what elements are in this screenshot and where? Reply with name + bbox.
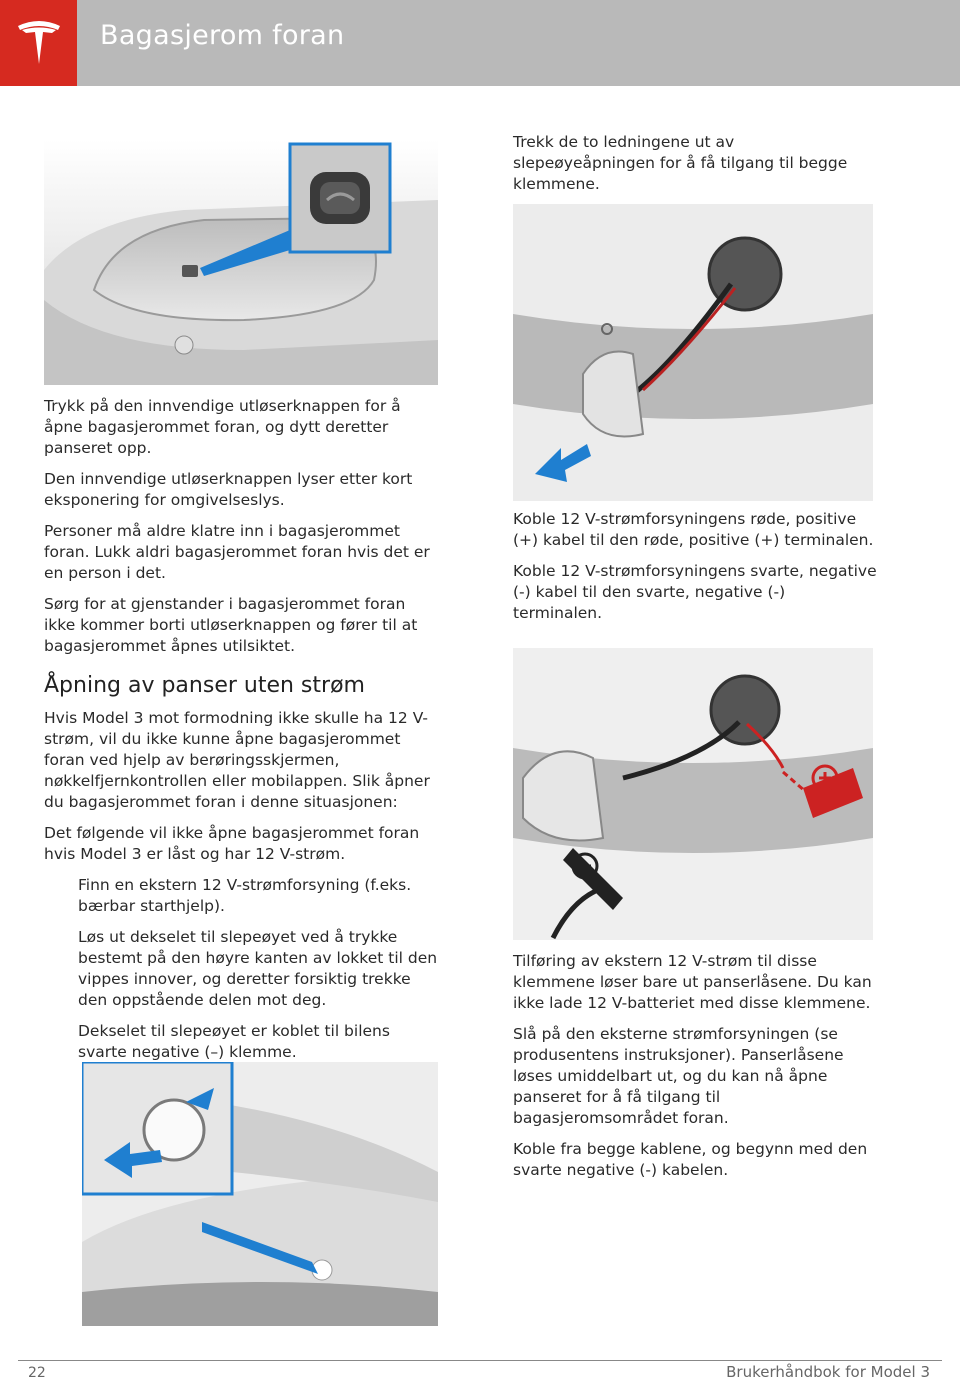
tow-eye-cover-figure xyxy=(82,1062,438,1326)
paragraph: Det følgende vil ikke åpne bagasjerommet foran hvis Model 3 er låst og har 12 V-strøm. xyxy=(44,824,420,863)
page-header xyxy=(0,0,960,86)
right-column-mid xyxy=(513,509,878,634)
right-column-intro xyxy=(513,132,878,205)
footer-title: Brukerhåndbok for Model 3 xyxy=(726,1363,930,1381)
step-2-note: Dekselet til slepeøyet er koblet til bilens svarte negative (–) klemme. xyxy=(78,1022,390,1061)
paragraph: Trykk på den innvendige utløserknappen for å åpne bagasjerommet foran, og dytt deretter panseret opp. xyxy=(44,397,401,457)
step-2: Løs ut dekselet til slepeøyet ved å trykke bestemt på den høyre kanten av lokket til den vippes innover, og deretter forsiktig trekke den oppstående delen mot deg. xyxy=(78,928,438,1009)
page-number: 22 xyxy=(28,1365,46,1381)
tesla-logo-icon xyxy=(14,18,64,68)
paragraph: Trekk de to ledningene ut av slepeøyeåpningen for å få tilgang til begge klemmene. xyxy=(513,133,848,193)
paragraph: Sørg for at gjenstander i bagasjerommet foran ikke kommer borti utløserknappen og fører til at bagasjerommet åpnes utilsiktet. xyxy=(44,595,418,655)
paragraph: Koble fra begge kablene, og begynn med den svarte negative (-) kabelen. xyxy=(513,1140,868,1179)
paragraph: Slå på den eksterne strømforsyningen (se produsentens instruksjoner). Panserlåsene løses umiddelbart ut, og du kan nå åpne panseret for å få tilgang til bagasjeromsområdet foran. xyxy=(513,1025,844,1127)
paragraph: Personer må aldre klatre inn i bagasjerommet foran. Lukk aldri bagasjerommet foran hvis det er en person i det. xyxy=(44,522,430,582)
right-column-bottom xyxy=(513,951,878,1191)
footer-divider xyxy=(18,1360,942,1361)
page-title: Bagasjerom foran xyxy=(100,20,345,51)
step-1: Finn en ekstern 12 V-strømforsyning (f.eks. bærbar starthjelp). xyxy=(78,876,412,915)
section-heading: Åpning av panser uten strøm xyxy=(44,673,365,698)
left-column xyxy=(44,396,439,1073)
paragraph: Koble 12 V-strømforsyningens svarte, negative (-) kabel til den svarte, negative (-) terminalen. xyxy=(513,562,877,622)
clamps-connected-figure xyxy=(513,648,873,940)
wires-pulled-figure xyxy=(513,204,873,501)
paragraph: Den innvendige utløserknappen lyser etter kort eksponering for omgivelseslys. xyxy=(44,470,413,509)
paragraph: Hvis Model 3 mot formodning ikke skulle ha 12 V-strøm, vil du ikke kunne åpne bagasjerommet foran ved hjelp av berøringsskjermen, nøkkelfjernkontrollen eller mobilappen. Slik åpner du bagasjerommet foran i denne situasjonen: xyxy=(44,709,430,811)
paragraph: Tilføring av ekstern 12 V-strøm til disse klemmene løser bare ut panserlåsene. Du kan ikke lade 12 V-batteriet med disse klemmene. xyxy=(513,952,872,1012)
logo-box xyxy=(0,0,77,86)
frunk-release-figure xyxy=(44,140,438,385)
paragraph: Koble 12 V-strømforsyningens røde, positive (+) kabel til den røde, positive (+) terminalen. xyxy=(513,510,874,549)
